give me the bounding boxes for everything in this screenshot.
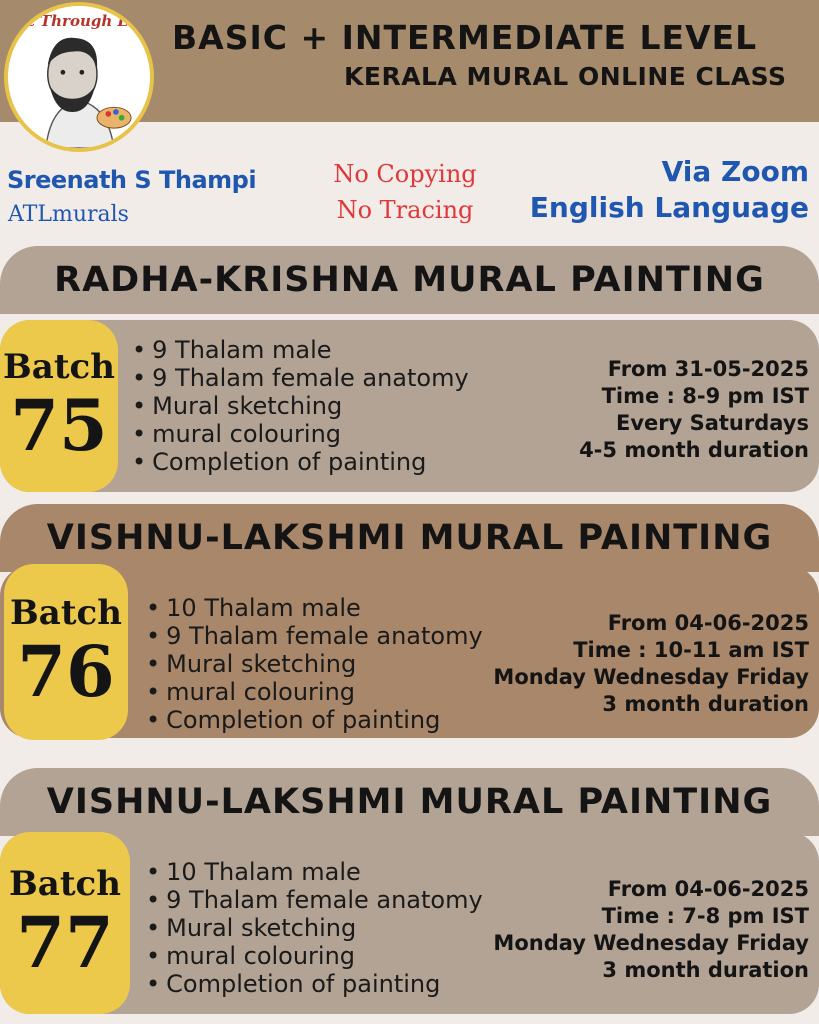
batch-label: Batch xyxy=(9,864,121,904)
schedule-days: Monday Wednesday Friday xyxy=(493,665,809,689)
schedule-start: From 31-05-2025 xyxy=(607,357,809,381)
batch-label: Batch xyxy=(3,347,115,387)
schedule-start: From 04-06-2025 xyxy=(607,877,809,901)
topic-list xyxy=(132,336,469,476)
page-subtitle: KERALA MURAL ONLINE CLASS xyxy=(344,62,787,91)
list-item: • 9 Thalam female anatomy xyxy=(132,364,469,392)
logo xyxy=(4,2,154,152)
batch-label: Batch xyxy=(10,593,122,633)
schedule xyxy=(493,610,809,718)
list-item: • Mural sketching xyxy=(146,914,483,942)
schedule-time: Time : 8-9 pm IST xyxy=(601,384,809,408)
list-item: • Completion of painting xyxy=(146,970,483,998)
rule-item: No Tracing xyxy=(336,196,474,224)
batch-badge xyxy=(4,564,128,740)
list-item: • mural colouring xyxy=(146,942,483,970)
list-item: • Mural sketching xyxy=(146,650,483,678)
list-item: • Mural sketching xyxy=(132,392,469,420)
list-item: • 9 Thalam female anatomy xyxy=(146,886,483,914)
schedule-duration: 3 month duration xyxy=(602,958,809,982)
delivery-platform: Via Zoom xyxy=(661,155,809,188)
course-title: VISHNU-LAKSHMI MURAL PAINTING xyxy=(0,768,819,836)
schedule xyxy=(493,876,809,984)
list-item: • Completion of painting xyxy=(132,448,469,476)
page-title: BASIC + INTERMEDIATE LEVEL xyxy=(172,18,758,57)
topic-list xyxy=(146,858,483,998)
logo-text: Art Through Life xyxy=(8,12,150,30)
class-delivery xyxy=(530,154,809,226)
batch-badge xyxy=(0,832,130,1014)
class-rules xyxy=(310,156,500,228)
delivery-language: English Language xyxy=(529,191,809,224)
schedule-duration: 4-5 month duration xyxy=(579,438,809,462)
batch-number: 76 xyxy=(17,630,115,713)
course-title: VISHNU-LAKSHMI MURAL PAINTING xyxy=(0,504,819,572)
teacher-name: Sreenath S Thampi xyxy=(7,166,257,194)
list-item: • mural colouring xyxy=(132,420,469,448)
list-item: • 10 Thalam male xyxy=(146,594,483,622)
schedule-days: Every Saturdays xyxy=(615,411,809,435)
batch-card xyxy=(0,566,819,738)
rule-item: No Copying xyxy=(333,160,477,188)
batch-card xyxy=(0,320,819,492)
schedule-start: From 04-06-2025 xyxy=(607,611,809,635)
batch-card xyxy=(0,832,819,1014)
teacher-brand: ATLmurals xyxy=(8,202,129,227)
batch-number: 77 xyxy=(16,901,114,984)
topic-list xyxy=(146,594,483,734)
list-item: • mural colouring xyxy=(146,678,483,706)
schedule xyxy=(579,356,809,464)
list-item: • 9 Thalam male xyxy=(132,336,469,364)
schedule-days: Monday Wednesday Friday xyxy=(493,931,809,955)
course-title: RADHA-KRISHNA MURAL PAINTING xyxy=(0,246,819,314)
list-item: • Completion of painting xyxy=(146,706,483,734)
batch-number: 75 xyxy=(10,384,108,467)
schedule-duration: 3 month duration xyxy=(602,692,809,716)
schedule-time: Time : 7-8 pm IST xyxy=(601,904,809,928)
schedule-time: Time : 10-11 am IST xyxy=(573,638,809,662)
batch-badge xyxy=(0,320,118,492)
list-item: • 10 Thalam male xyxy=(146,858,483,886)
list-item: • 9 Thalam female anatomy xyxy=(146,622,483,650)
